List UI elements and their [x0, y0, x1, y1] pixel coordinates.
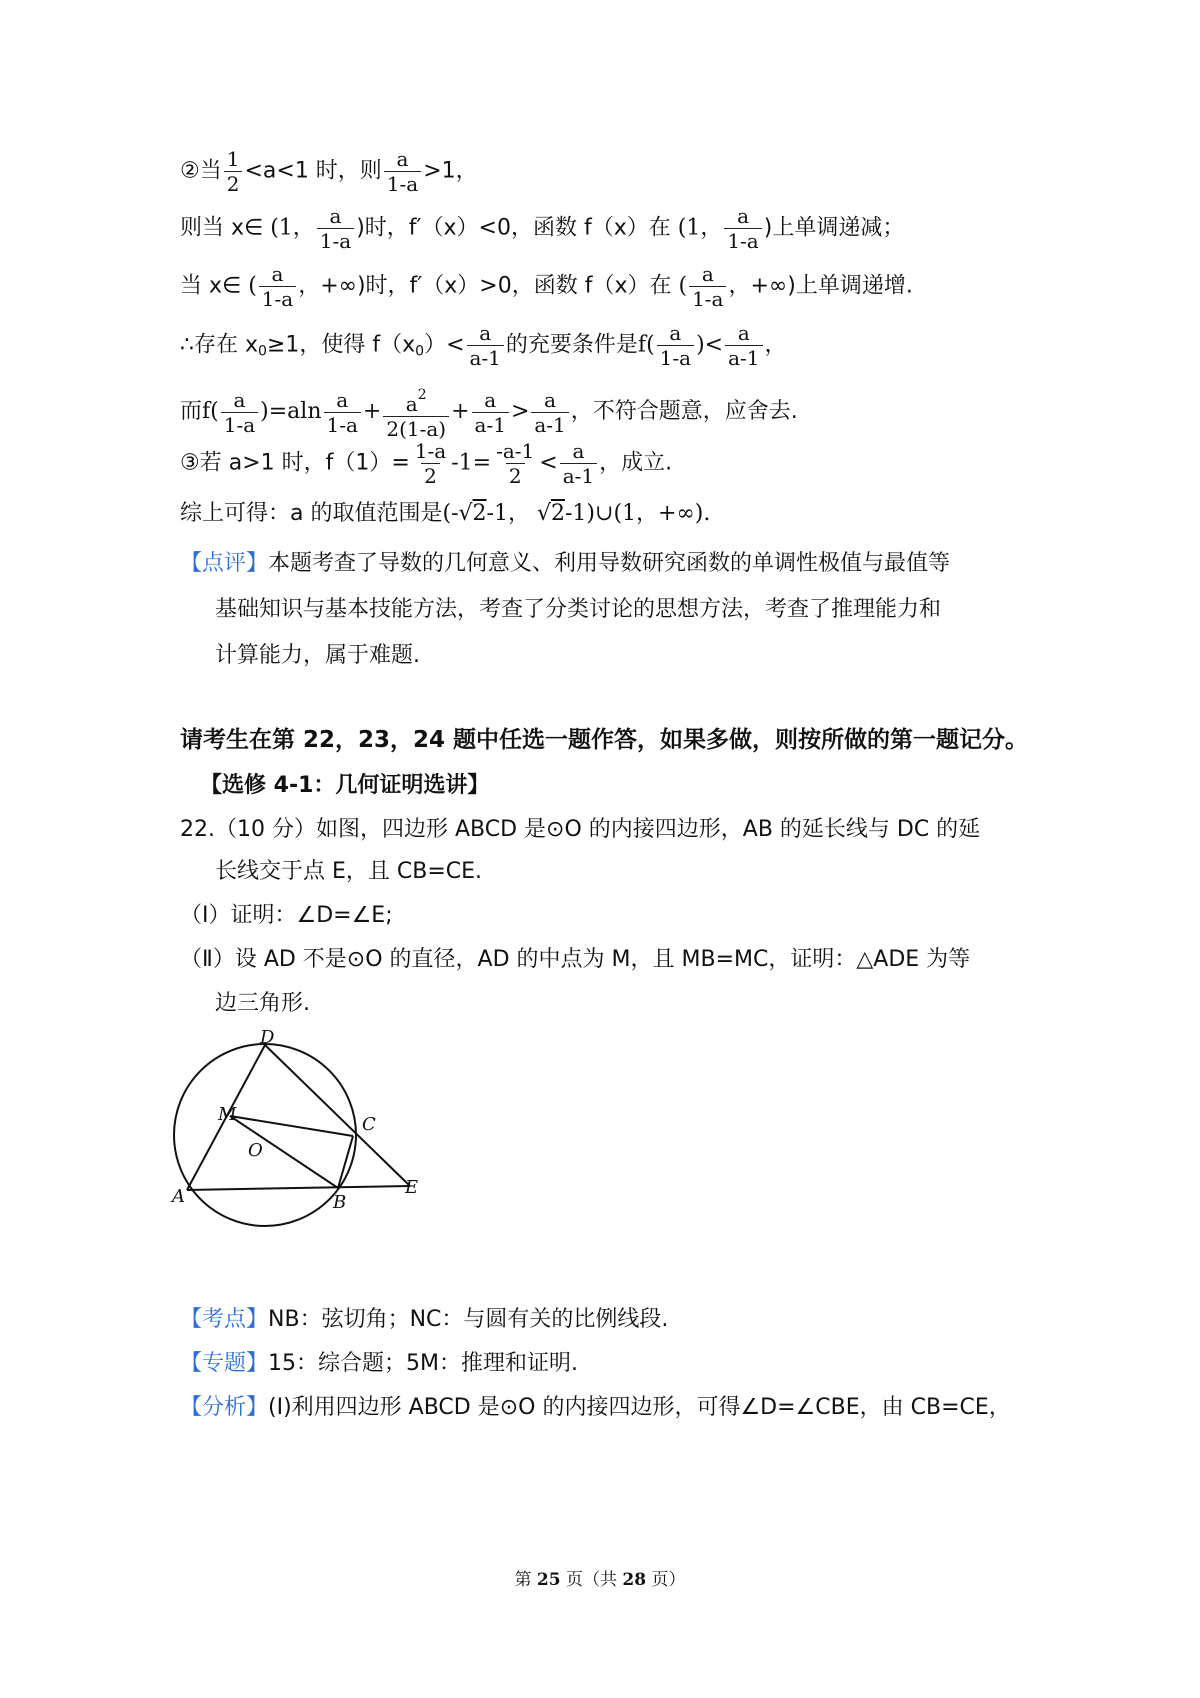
- problem-part-1: （Ⅰ）证明：∠D=∠E;: [180, 903, 393, 928]
- review-label: 【点评】: [180, 551, 269, 576]
- geometry-figure: [170, 1030, 440, 1230]
- line-case2: ②当 $\frac{1}{2}$ <a<1 时，则 $\frac{a}{1-a}$ >1，: [180, 147, 478, 196]
- segment-cb: [338, 1136, 353, 1188]
- kaodian-line: 【考点】NB：弦切角；NC：与圆有关的比例线段.: [180, 1307, 669, 1332]
- circle-o: [174, 1044, 356, 1226]
- problem-line-1: 22.（10 分）如图，四边形 ABCD 是⊙O 的内接四边形，AB 的延长线与 DC 的延: [180, 817, 981, 842]
- label-a: A: [172, 1186, 185, 1207]
- label-c: C: [362, 1114, 376, 1135]
- label-b: B: [333, 1192, 347, 1213]
- line-condition: ∴存在 $x_0\ge 1$，使得 $f(x_0)<$ $\frac{a}{a-1}$ 的充要条件是f( $\frac{a}{1-a}$ )< $\frac{a}{a-1}$ ，: [180, 321, 787, 370]
- section-title: 【选修 4-1：几何证明选讲】: [200, 773, 490, 798]
- exam-instruction: 请考生在第 22，23，24 题中任选一题作答，如果多做，则按所做的第一题记分。: [180, 727, 1029, 753]
- problem-line-5: 边三角形.: [215, 991, 310, 1016]
- segment-mc: [230, 1116, 353, 1136]
- fenxi-line: 【分析】(Ⅰ)利用四边形 ABCD 是⊙O 的内接四边形，可得∠D=∠CBE，由 CB=CE，: [180, 1395, 1011, 1420]
- review-paragraph: 【点评】本题考查了导数的几何意义、利用导数研究函数的单调性极值与最值等: [180, 551, 951, 576]
- review-line-2: 基础知识与基本技能方法，考查了分类讨论的思想方法，考查了推理能力和: [215, 597, 942, 622]
- segment-ae: [187, 1186, 410, 1190]
- label-o: O: [248, 1140, 263, 1161]
- zhuanti-label: 【专题】: [180, 1351, 269, 1376]
- line-decreasing: 则当 x∈ (1， $\frac{a}{1-a}$ )时，f′（x）<0，函数 f（x）在 (1， $\frac{a}{1-a}$ )上单调递减；: [180, 204, 905, 253]
- fraction-a-over-1-a: $\frac{a}{1-a}$: [384, 148, 421, 195]
- segment-mb: [230, 1116, 338, 1188]
- label-m: M: [218, 1104, 237, 1125]
- label-e: E: [405, 1177, 419, 1198]
- fenxi-label: 【分析】: [180, 1395, 269, 1420]
- line-increasing: 当 x∈ ( $\frac{a}{1-a}$ ，+∞)时，f′（x）>0，函数 f（x）在 ( $\frac{a}{1-a}$ ，+∞)上单调递增.: [180, 262, 913, 311]
- segment-de: [265, 1045, 410, 1186]
- problem-line-2: 长线交于点 E，且 CB=CE.: [215, 859, 483, 884]
- label-d: D: [260, 1030, 275, 1048]
- problem-part-2: （Ⅱ）设 AD 不是⊙O 的直径，AD 的中点为 M，且 MB=MC，证明：△ADE 为等: [180, 947, 971, 972]
- fraction-half: $\frac{1}{2}$: [224, 148, 243, 195]
- line-case3: ③若 a>1 时，f（1）= $\frac{1-a}{2}$ -1= $\frac{-a-1}{2}$ < $\frac{a}{a-1}$ ，成立.: [180, 439, 673, 488]
- zhuanti-line: 【专题】15：综合题；5M：推理和证明.: [180, 1351, 578, 1376]
- line-conclusion: 综上可得：a 的取值范围是(-√2-1， √2-1)∪(1，+∞).: [180, 501, 711, 526]
- line-reject: 而f( $\frac{a}{1-a}$ )=aln $\frac{a}{1-a}$ + $\frac{a^2}{2(1-a)}$ + $\frac{a}{a-1}$ > $\frac{a}{a-1}$ ，不符合题意，应舍去.: [180, 387, 798, 441]
- kaodian-label: 【考点】: [180, 1307, 269, 1332]
- page-footer: 第 25 页（共 28 页）: [514, 1570, 686, 1590]
- review-line-3: 计算能力，属于难题.: [215, 643, 420, 668]
